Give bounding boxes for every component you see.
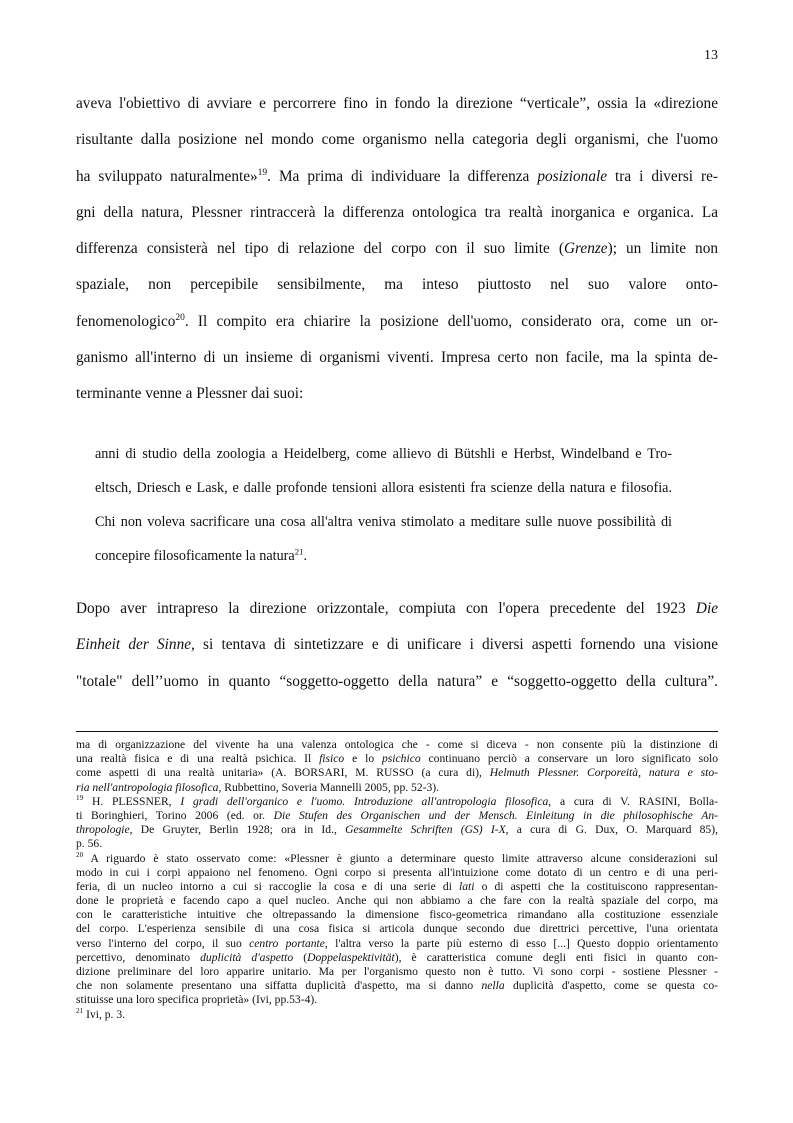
footnote-number: 19 [76,793,84,802]
page-number: 13 [704,48,718,63]
paragraph-line: gni della natura, Plessner rintraccerà la differenza ontologica tra realtà inorganica e organica. La [76,203,718,221]
footnotes [76,738,718,1022]
paragraph-line: ganismo all'interno di un insieme di organismi viventi. Impresa certo non facile, ma la spinta de- [76,349,718,367]
footnote-ref-20[interactable]: 20 [175,312,185,323]
footnote-continuation: ma di organizzazione del vivente ha una valenza ontologica che - come si diceva - non consente più la distinzione di una realtà fisica e di una realtà psichica. Il fisico e lo psichico continuano perciò a conservare un loro significato solo come aspetti di una realtà unitaria» (A. BORSARI, M. RUSSO (a cura di), Helmuth Plessner. Corporeità, natura e sto- ria nell'antropologia filosofica, Rubbettino, Soveria Mannelli 2005, pp. 52-3). [76,738,719,794]
quote-line: Chi non voleva sacrificare una cosa all'altra veniva stimolato a meditare sulle nuove possibilità di [95,514,672,530]
paragraph-line: aveva l'obiettivo di avviare e percorrere fino in fondo la direzione “verticale”, ossia la «direzione [76,95,718,112]
footnote-separator [76,731,718,732]
paragraph-line: spaziale, non percepibile sensibilmente, ma inteso piuttosto nel suo valore onto- [76,276,718,294]
footnote-number: 21 [76,1006,84,1015]
footnote-ref-19[interactable]: 19 [257,167,268,178]
paragraph-line: Einheit der Sinne, si tentava di sintetizzare e di unificare i diversi aspetti fornendo una visione [76,636,718,654]
paragraph-line: Dopo aver intrapreso la direzione orizzontale, compiuta con l'opera precedente del 1923 Die [76,600,718,617]
quote-line: concepire filosoficamente la natura$^{21}$. [95,546,308,564]
paragraph-2 [76,599,718,708]
quote-line: eltsch, Driesch e Lask, e dalle profonde tensioni allora esistenti fra scienze della natura e filosofia. [95,480,672,496]
paragraph-line: differenza consisterà nel tipo di relazione del corpo con il suo limite (Grenze); un limite non [76,240,718,258]
paragraph-line: risultante dalla posizione nel mondo come organismo nella categoria degli organismi, che l'uomo [76,131,718,149]
paragraph-line: ha sviluppato naturalmente»$^{19}$. Ma prima di individuare la differenza posizionale tra i diversi re- [76,167,718,185]
footnote-19: $^{19}$ H. PLESSNER, I gradi dell'organico e l'uomo. Introduzione all'antropologia filosofica, a cura di V. RASINI, Bolla- ti Boringhieri, Torino 2006 (ed. or. Die Stufen des Organischen und der Mensch. Einleitung in die philosophische An- thropologie, De Gruyter, Berlin 1928; ora in Id., Gesammelte Schriften (GS) I-X, a cura di G. Dux, O. Marquard 85), p. 56. [76,793,719,851]
footnote-20: $^{20}$ A riguardo è stato osservato come: «Plessner è giunto a determinare questo limite attraverso alcune considerazioni sul modo in cui i corpi appaiono nel fenomeno. Ogni corpo si presenta all'intuizione come dotato di un centro e di una peri- feria, di un nucleo intorno a cui si raccoglie la cosa e di una serie di lati o di aspetti che la costituiscono rappresentan- done le proprietà e facendo capo a quel nucleo. Anche qui non abbiamo a che fare con la realtà spaziale del corpo, ma con le caratteristiche intuitive che oltrepassando la dimensione fisco-geometrica rimandano alla costituzione essenziale del corpo. L'esperienza sensibile di una cosa fisica si articola dunque secondo due direttrici percettive, l'una orientata verso l'interno del corpo, il suo centro portante, l'altra verso la parte più esterno di esso [...] Questo doppio orientamento percettivo, denominato duplicità d'aspetto (Doppelaspektivität), è caratteristica comune degli enti fisici in quanto con- dizione preliminare del loro apparire unitario. Ma per l'organismo questo non è tutto. Vi sono corpi - sostiene Plessner - che non solamente presentano una siffatta duplicità d'aspetto, ma si danno nella duplicità d'aspetto, come se questa co- stituisse una loro specifica proprietà» (Ivi, pp.53-4). [76,850,719,1007]
paragraph-line: "totale" dell’’uomo in quanto “soggetto-oggetto della natura” e “soggetto-oggetto della cultura”. [76,672,718,690]
paragraph-1 [76,94,718,421]
footnote-number: 20 [76,850,84,859]
footnote-21: $^{21}$ Ivi, p. 3. [76,1006,126,1021]
paragraph-line: terminante venne a Plessner dai suoi: [76,385,304,403]
block-quote [95,445,672,581]
quote-line: anni di studio della zoologia a Heidelberg, come allievo di Bütshli e Herbst, Windelband e Tro- [95,446,672,462]
paragraph-line: fenomenologico$^{20}$. Il compito era chiarire la posizione dell'uomo, considerato ora, come un or- [76,312,718,330]
footnote-ref-21[interactable]: 21 [294,546,304,557]
